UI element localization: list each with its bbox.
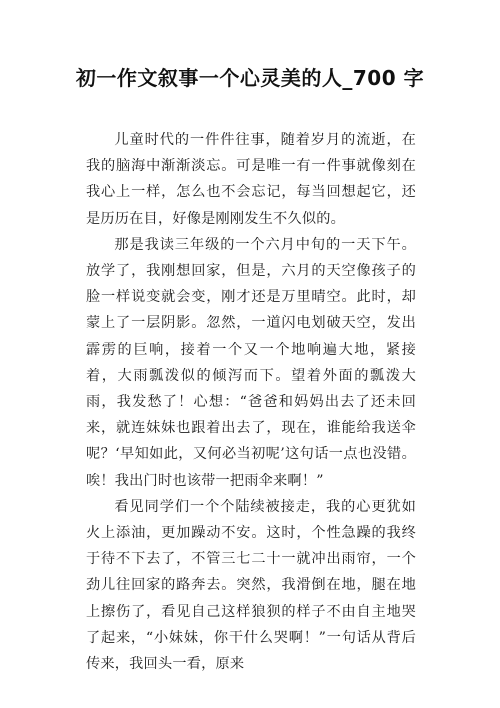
article-body (86, 127, 416, 677)
paragraph-1: 儿童时代的一件件往事，随着岁月的流逝，在我的脑海中渐渐淡忘。可是唯一有一件事就像刻在我心上一样，怎么也不会忘记，每当回想起它，还是历历在目，好像是刚刚发生不久似的。 (86, 132, 416, 227)
paragraph-2: 那是我读三年级的一个六月中旬的一天下午。放学了，我刚想回家，但是，六月的天空像孩子的脸一样说变就会变，刚才还是万里晴空。此时，却蒙上了一层阴影。忽然，一道闪电划破天空，发出霹雳的巨响，接着一个又一个地响遍大地，紧接着，大雨瓢泼似的倾泻而下。望着外面的瓢泼大雨，我发愁了！心想：“爸爸和妈妈出去了还未回来，就连妹妹也跟着出去了，现在，谁能给我送伞呢？‘早知如此，又何必当初呢’这句话一点也没错。唉！我出门时也该带一把雨伞来啊！” (86, 236, 416, 489)
page-title: 初一作文叙事一个心灵美的人_700 字 (75, 66, 425, 90)
paragraph-3: 看见同学们一个个陆续被接走，我的心更犹如火上添油，更加躁动不安。这时，个性急躁的我终于待不下去了，不管三七二十一就冲出雨帘，一个劲儿往回家的路奔去。突然，我滑倒在地，腿在地上擦伤了，看见自己这样狼狈的样子不由自主地哭了起来，“小妹妹，你干什么哭啊！”一句话从背后传来，我回头一看，原来 (86, 498, 416, 673)
